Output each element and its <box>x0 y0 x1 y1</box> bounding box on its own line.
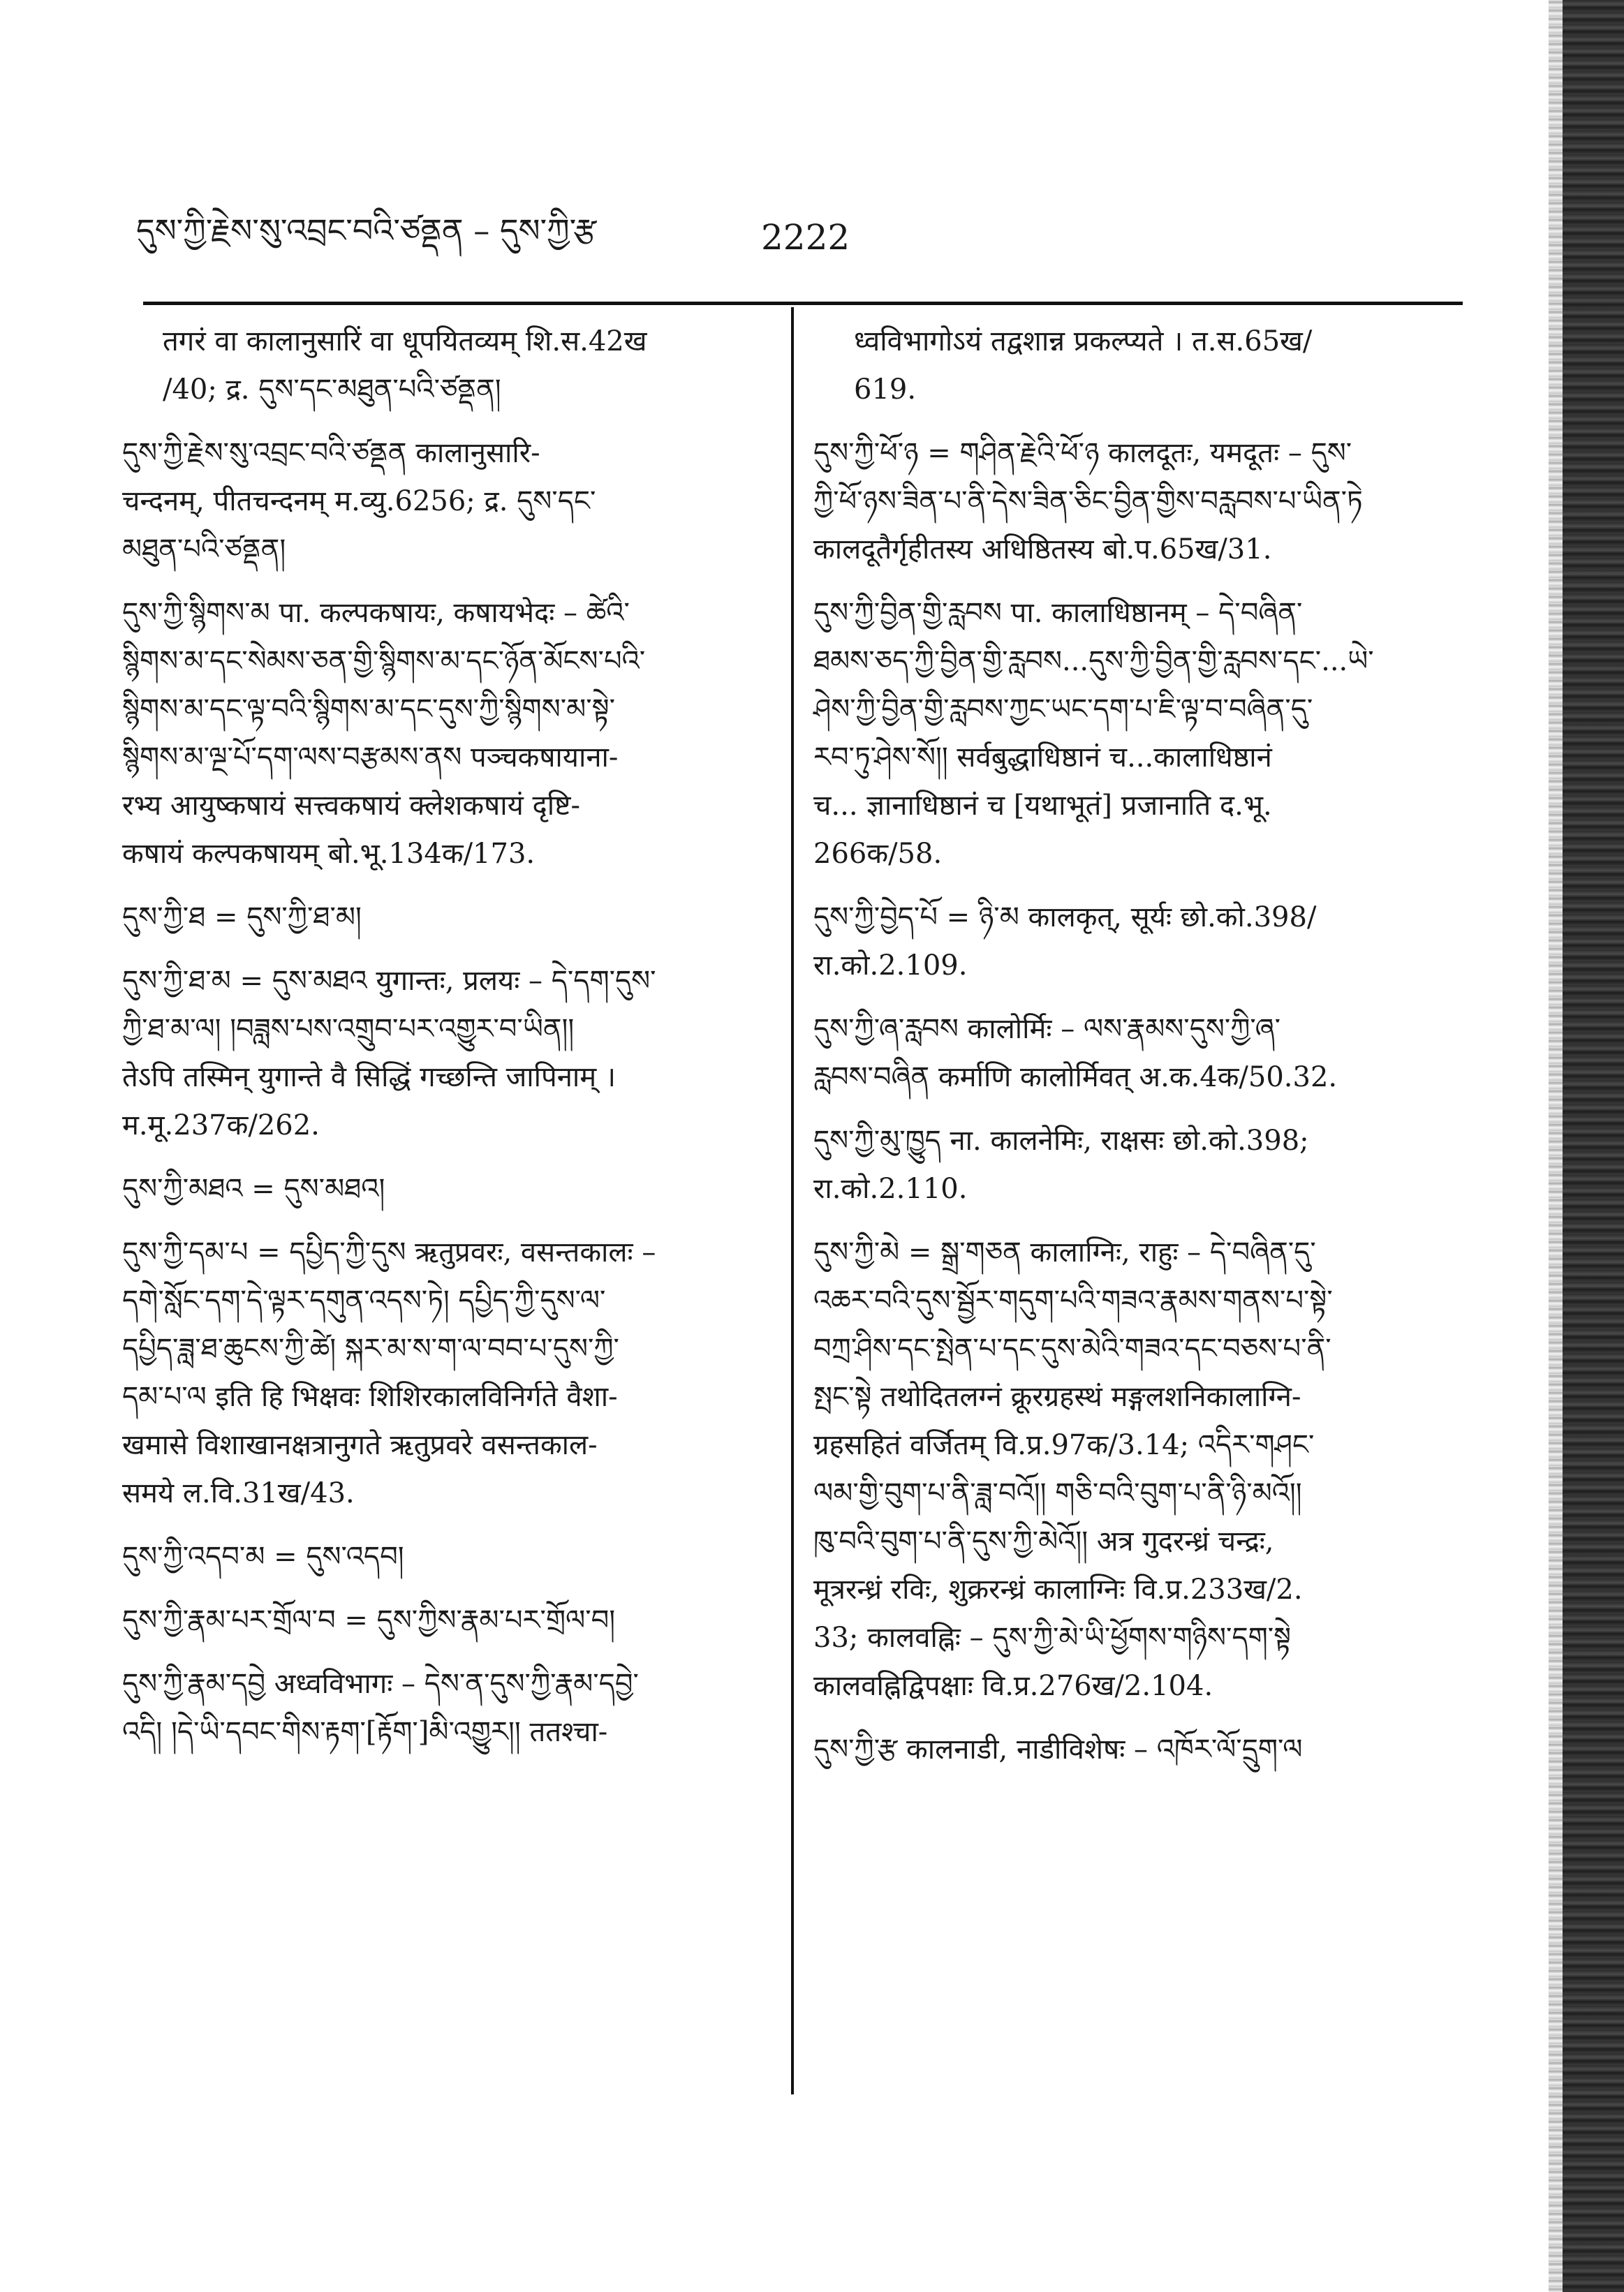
entry-line: रा.को.2.109. <box>813 949 968 982</box>
entry-line: चन्दनम्, पीतचन्दनम् म.व्यु.6256; द्र. དུས་དང་ <box>122 485 596 517</box>
entry-line: कालदूतैर्गृहीतस्य अधिष्ठितस्य बो.प.65ख/31. <box>813 533 1272 565</box>
entry-line: रा.को.2.110. <box>813 1173 968 1205</box>
entry-line: मूत्ररन्ध्रं रविः, शुक्ररन्ध्रं कालाग्निः वि.प्र.233ख/2. <box>813 1574 1303 1606</box>
entry-line: कषायं कल्पकषायम् बो.भू.134क/173. <box>122 838 536 870</box>
entry-line: དུས་ཀྱི་བྱེད་པོ = ཉི་མ कालकृत्, सूर्यः छो.को.398/ <box>813 901 1317 933</box>
entry-line: 266क/58. <box>813 838 943 870</box>
entry-line: དུས་ཀྱི་རྩ कालनाडी, नाडीविशेषः – འཁོར་ལོ་དྲུག་ལ <box>813 1733 1303 1766</box>
left-column <box>122 318 765 1772</box>
header-rule <box>143 302 1463 305</box>
entry-continuation <box>122 318 765 414</box>
entry-line: དུས་ཀྱི་བྱིན་གྱི་རླབས पा. कालाधिष्ठानम् – དེ་བཞིན་ <box>813 597 1303 629</box>
entry-line: སྙིགས་མ་དང་ལྟ་བའི་སྙིགས་མ་དང་དུས་ཀྱི་སྙིགས་མ་སྟེ་ <box>122 693 615 725</box>
entry-line: མཐུན་པའི་ཙནྡན། <box>122 533 286 565</box>
entry-line: དུས་ཀྱི་ཕོ་ཉ = གཤིན་རྗེའི་ཕོ་ཉ कालदूतः, यमदूतः – དུས་ <box>813 437 1352 469</box>
dictionary-entry <box>813 1726 1473 1774</box>
entry-line: སྤང་སྟེ तथोदितलग्नं क्रूरग्रहस्थं मङ्गलशनिकालाग्नि- <box>813 1381 1301 1413</box>
entry-line: रभ्य आयुष्कषायं सत्त्वकषायं क्लेशकषायं दृष्टि- <box>122 790 580 822</box>
entry-line: तेऽपि तस्मिन् युगान्ते वै सिद्धिं गच्छन्ति जापिनाम् । <box>122 1061 617 1093</box>
dictionary-entry <box>122 589 765 878</box>
dictionary-entry <box>813 1117 1473 1213</box>
entry-line: དམ་པ་ལ इति हि भिक्षवः शिशिरकालविनिर्गते वैशा- <box>122 1381 618 1413</box>
entry-line: དུས་ཀྱི་ཞ་རླབས कालोर्मिः – ལས་རྣམས་དུས་ཀྱི་ཞ་ <box>813 1013 1281 1045</box>
dictionary-entry <box>813 894 1473 990</box>
entry-line: तगरं वा कालानुसारिं वा धूपयितव्यम् शि.स.42ख <box>163 325 647 357</box>
entry-line: 33; कालवह्निः – དུས་ཀྱི་མེ་ཡི་ཕྱོགས་གཉིས་དག་སྟེ <box>813 1622 1292 1654</box>
entry-line: म.मू.237क/262. <box>122 1109 320 1141</box>
entry-line: ཀྱི་ཐ་མ་ལ། །བཟླས་པས་འགྲུབ་པར་འགྱུར་བ་ཡིན།། <box>122 1013 575 1045</box>
entry-line: च... ज्ञानाधिष्ठानं च [यथाभूतं] प्रजानाति द.भू. <box>813 790 1272 822</box>
entry-line: དཔྱིད་ཟླ་ཐ་ཆུངས་ཀྱི་ཚེ། སྐར་མ་ས་ག་ལ་བབ་པ་དུས་ཀྱི་ <box>122 1333 619 1365</box>
entry-line: དུས་ཀྱི་འདབ་མ = དུས་འདབ། <box>122 1541 404 1573</box>
entry-line: 619. <box>854 374 917 406</box>
entry-line: དུས་ཀྱི་རྣམ་དབྱེ अध्वविभागः – དེས་ན་དུས་ཀྱི་རྣམ་དབྱེ་ <box>122 1668 639 1700</box>
page-number: 2222 <box>761 217 850 258</box>
dictionary-entry <box>122 957 765 1150</box>
dictionary-entry <box>122 1229 765 1518</box>
dictionary-entry <box>122 1597 765 1645</box>
entry-line: དུས་ཀྱི་ཐ = དུས་ཀྱི་ཐ་མ། <box>122 901 362 933</box>
column-divider <box>791 307 794 2094</box>
entry-line: कालवह्निद्विपक्षाः वि.प्र.276ख/2.104. <box>813 1670 1213 1702</box>
dictionary-entry <box>813 589 1473 878</box>
entry-line: འཆར་བའི་དུས་སྦྱོར་གདུག་པའི་གཟའ་རྣམས་གནས་པ་སྟེ་ <box>813 1285 1333 1317</box>
entry-line: खमासे विशाखानक्षत्रानुगते ऋतुप्रवरे वसन्तकाल- <box>122 1429 598 1461</box>
dictionary-entry <box>813 429 1473 574</box>
entry-continuation <box>813 318 1473 414</box>
entry-line: དུས་ཀྱི་རྗེས་སུ་འབྲང་བའི་ཙནྡན कालानुसारि- <box>122 437 540 469</box>
entry-line: ग्रहसहितं वर्जितम् वि.प्र.97क/3.14; འདིར་གཤང་ <box>813 1429 1315 1461</box>
entry-line: དུས་ཀྱི་ཐ་མ = དུས་མཐའ युगान्तः, प्रलयः – དེ་དག་དུས་ <box>122 965 656 997</box>
entry-line: དུས་ཀྱི་མཐའ = དུས་མཐའ། <box>122 1173 385 1205</box>
entry-line: དུས་ཀྱི་མུ་ཁྱུད ना. कालनेमिः, राक्षसः छो.को.398; <box>813 1125 1309 1157</box>
entry-line: རབ་ཏུ་ཤེས་སོ།། सर्वबुद्धाधिष्ठानं च...कालाधिष्ठानं <box>813 741 1272 774</box>
dictionary-entry <box>122 894 765 942</box>
dictionary-entry <box>813 1229 1473 1710</box>
dictionary-entry <box>122 1533 765 1581</box>
dictionary-entry <box>122 1165 765 1213</box>
entry-line: ཐམས་ཅད་ཀྱི་བྱིན་གྱི་རླབས...དུས་ཀྱི་བྱིན་གྱི་རླབས་དང་...ཡེ་ <box>813 645 1374 677</box>
running-head: དུས་ཀྱི་རྗེས་སུ་འབྲང་བའི་ཙནྡན – དུས་ཀྱི་རྩ <box>136 212 597 249</box>
entry-line: རླབས་བཞིན कर्माणि कालोर्मिवत् अ.क.4क/50.32. <box>813 1061 1338 1093</box>
entry-line: ध्वविभागोऽयं तद्वशान्न प्रकल्प्यते । त.स.65ख/ <box>854 325 1313 357</box>
entry-line: समये ल.वि.31ख/43. <box>122 1477 355 1509</box>
entry-line: སྙིགས་མ་ལྔ་པོ་དག་ལས་བརྩམས་ནས पञ्चकषायाना- <box>122 741 619 774</box>
scan-edge-shadow <box>1563 0 1624 2292</box>
entry-line: ཤེས་ཀྱི་བྱིན་གྱི་རླབས་ཀྱང་ཡང་དག་པ་ཇི་ལྟ་བ་བཞིན་དུ་ <box>813 693 1313 725</box>
entry-line: དུས་ཀྱི་སྙིགས་མ पा. कल्पकषायः, कषायभेदः – ཚེའི་ <box>122 597 630 629</box>
entry-line: འདི། །དེ་ཡི་དབང་གིས་རྟག་[རྟོག་]མི་འགྱུར།། ततश्चा- <box>122 1716 608 1748</box>
dictionary-entry <box>122 429 765 574</box>
entry-line: /40; द्र. དུས་དང་མཐུན་པའི་ཙནྡན། <box>163 374 501 406</box>
entry-line: དུས་ཀྱི་རྣམ་པར་གྲོལ་བ = དུས་ཀྱིས་རྣམ་པར་གྲོལ་བ། <box>122 1604 616 1636</box>
entry-line: ཁུ་བའི་བུག་པ་ནི་དུས་ཀྱི་མེའོ།། अत्र गुदरन्ध्रं चन्द्रः, <box>813 1525 1274 1558</box>
entry-line: དགེ་སློང་དག་དེ་ལྟར་དགུན་འདས་ཏེ། དཔྱིད་ཀྱི་དུས་ལ་ <box>122 1285 606 1317</box>
entry-line: དུས་ཀྱི་མེ = སྒྲ་གཅན कालाग्निः, राहुः – དེ་བཞིན་དུ་ <box>813 1236 1316 1269</box>
dictionary-entry <box>122 1660 765 1757</box>
dictionary-entry <box>813 1005 1473 1102</box>
entry-line: སྙིགས་མ་དང་སེམས་ཅན་གྱི་སྙིགས་མ་དང་ཉོན་མོངས་པའི་ <box>122 645 646 677</box>
entry-line: ལམ་གྱི་བུག་པ་ནི་ཟླ་བའོ།། གཅི་བའི་བུག་པ་ནི་ཉི་མའོ།། <box>813 1477 1302 1509</box>
entry-line: དུས་ཀྱི་དམ་པ = དཔྱིད་ཀྱི་དུས ऋतुप्रवरः, वसन्तकालः – <box>122 1236 656 1269</box>
right-column <box>813 318 1473 1789</box>
entry-line: ཀྱི་ཕོ་ཉས་ཟིན་པ་ནི་དེས་ཟིན་ཅིང་བྱིན་གྱིས་བརླབས་པ་ཡིན་ཏེ <box>813 485 1363 517</box>
entry-line: བཀྲ་ཤིས་དང་སྤེན་པ་དང་དུས་མེའི་གཟའ་དང་བཅས་པ་ནི་ <box>813 1333 1331 1365</box>
